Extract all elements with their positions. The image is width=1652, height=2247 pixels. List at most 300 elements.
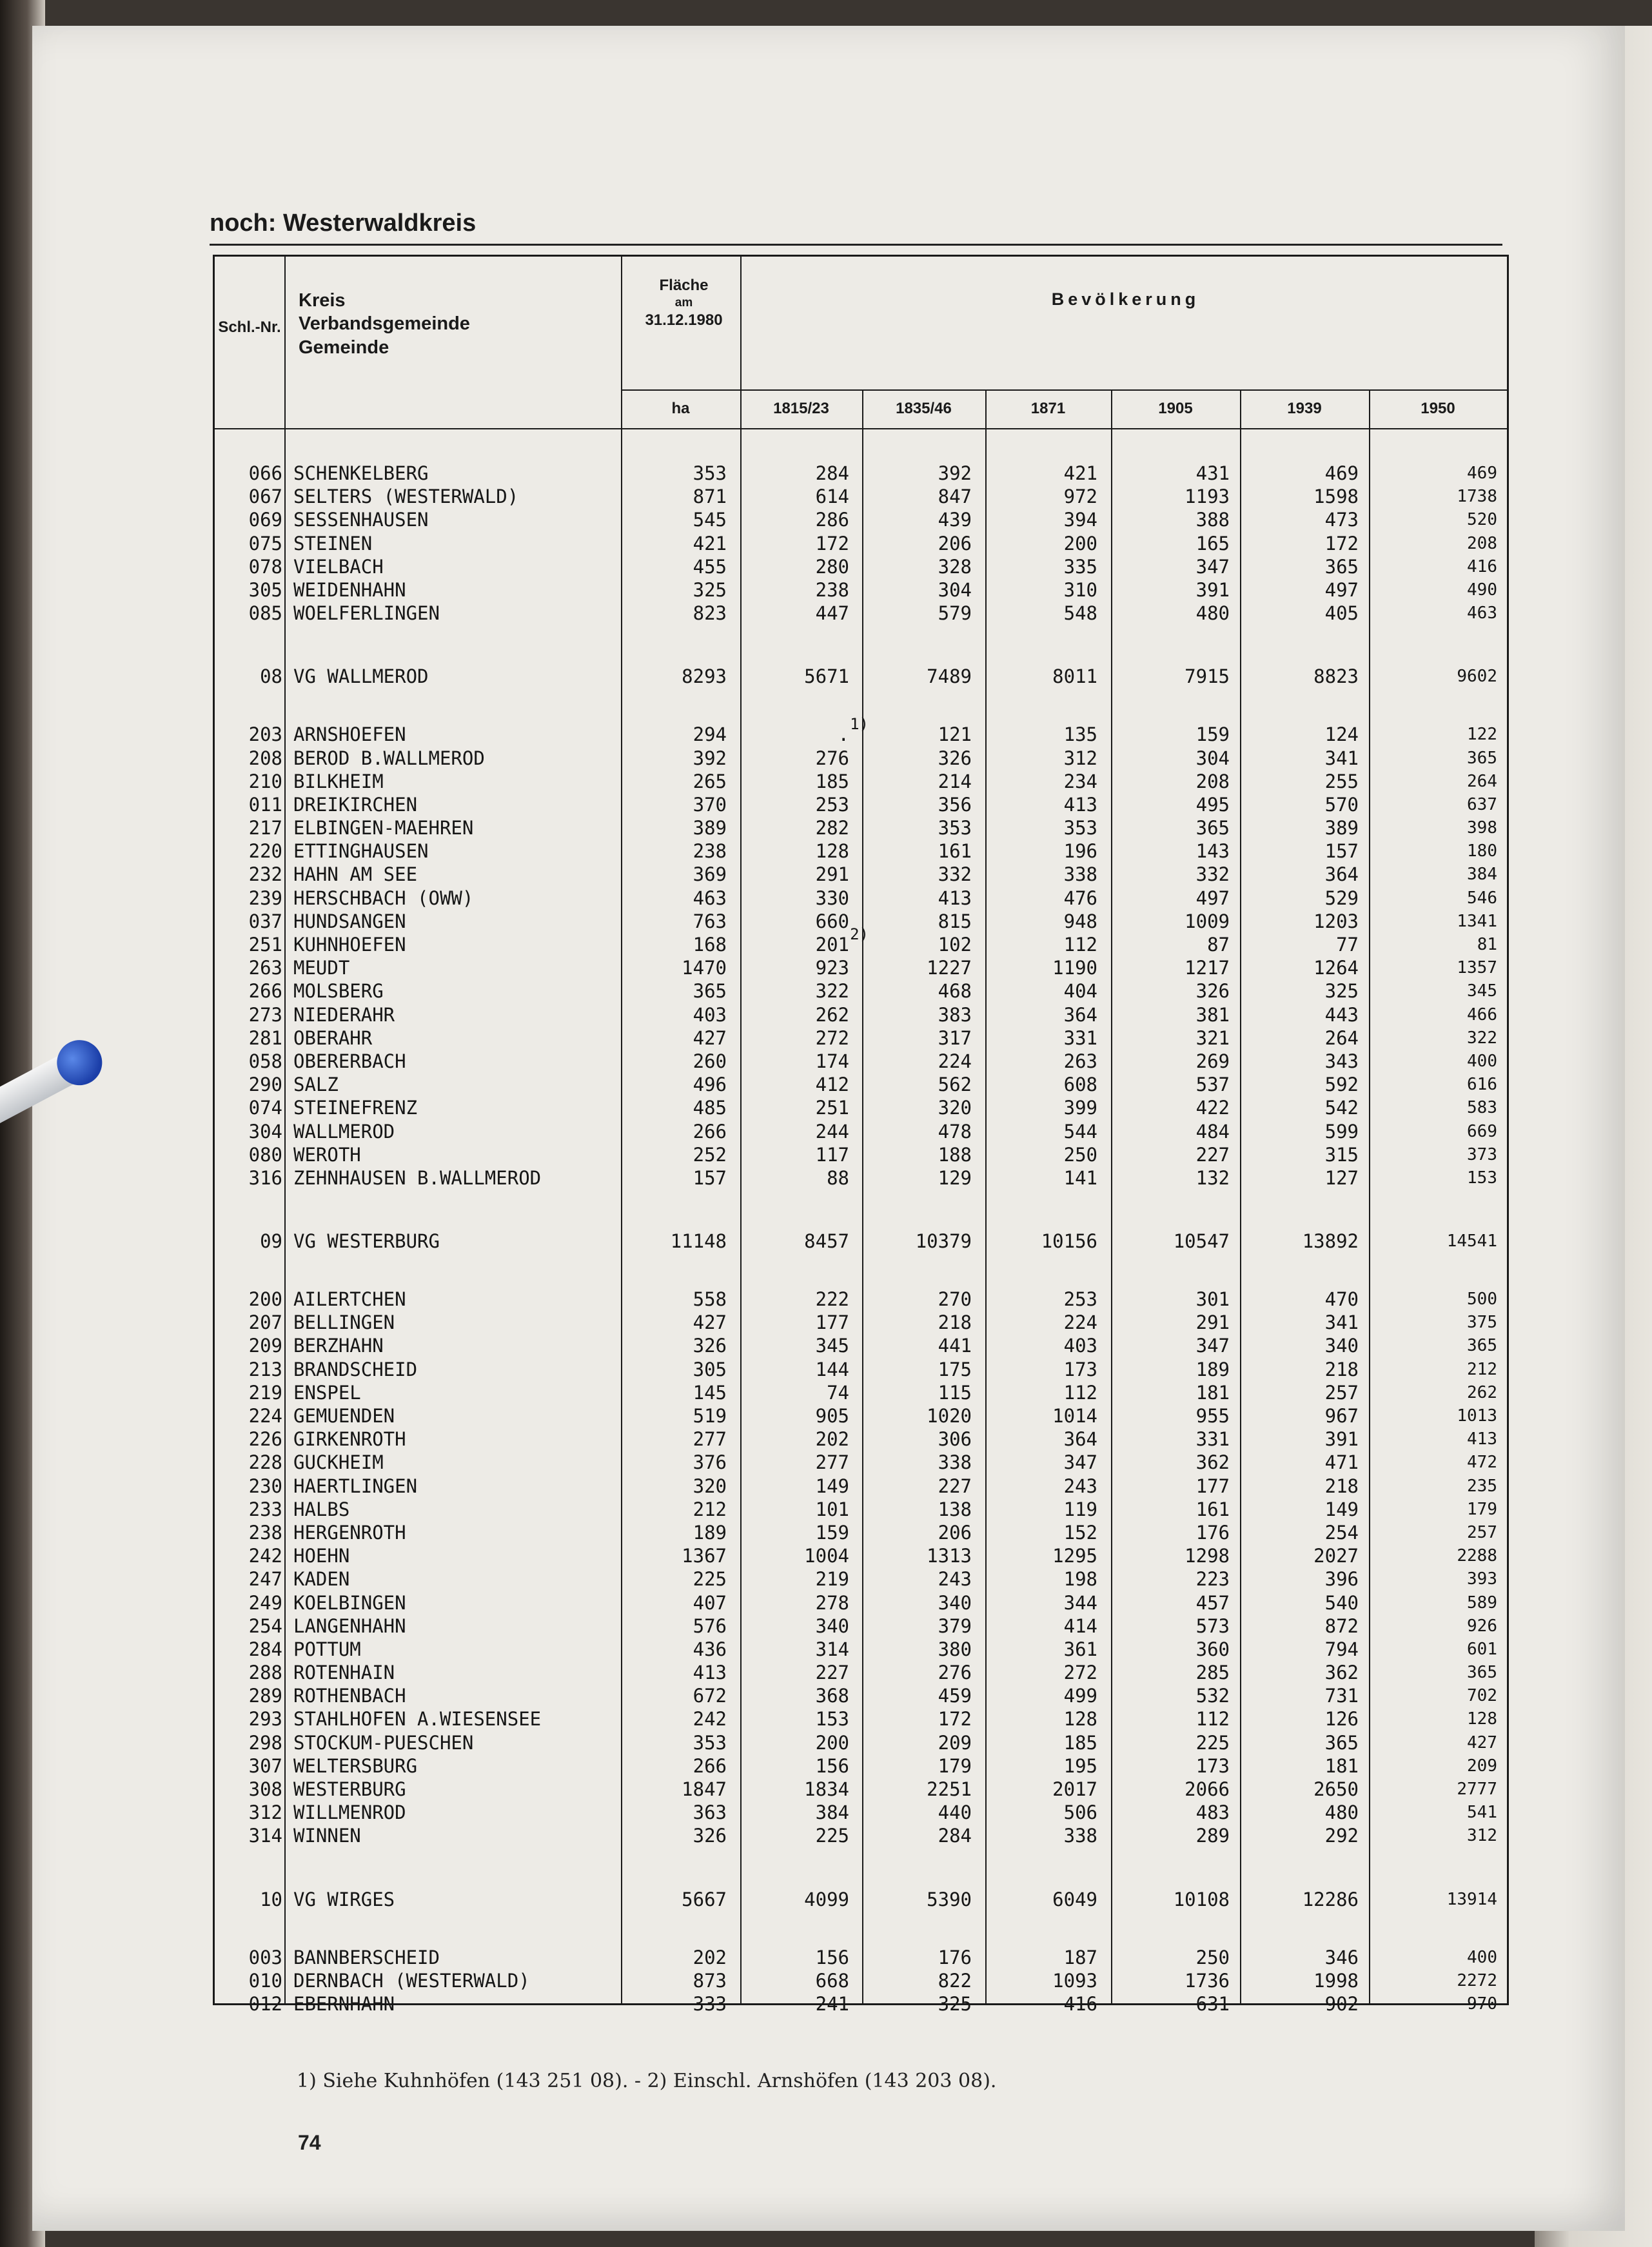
cell-code: 058: [248, 1050, 282, 1072]
cell-population: 10547: [1173, 1230, 1230, 1253]
cell-population: 314: [815, 1638, 849, 1660]
cell-population: 10379: [915, 1230, 972, 1253]
cell-population: 177: [1195, 1475, 1230, 1497]
table-row: [215, 1969, 1507, 1992]
header-bevoelkerung: Bevölkerung: [1051, 289, 1200, 309]
cell-code: 266: [248, 980, 282, 1003]
cell-population: 102: [938, 934, 972, 956]
cell-population: 244: [815, 1120, 849, 1143]
cell-area-ha: 260: [693, 1050, 727, 1072]
table-row: [215, 485, 1507, 508]
cell-population: 218: [938, 1311, 972, 1334]
cell-population: 272: [1063, 1662, 1097, 1684]
cell-population: 1738: [1457, 487, 1497, 507]
cell-population: 165: [1195, 532, 1230, 554]
cell-population: 263: [1063, 1050, 1097, 1072]
cell-area-ha: 576: [693, 1614, 727, 1637]
cell-population: 13892: [1302, 1230, 1359, 1253]
cell-name: GIRKENROTH: [293, 1428, 406, 1451]
cell-population: 181: [1324, 1754, 1359, 1777]
cell-population: 173: [1195, 1754, 1230, 1777]
cell-population: 135: [1063, 723, 1097, 746]
cell-population: 8011: [1052, 665, 1097, 688]
cell-name: STEINEFRENZ: [293, 1097, 418, 1119]
table-row: [215, 1498, 1507, 1521]
table-row: [215, 1992, 1507, 2016]
cell-name: WOELFERLINGEN: [293, 602, 440, 625]
cell-area-ha: 496: [693, 1074, 727, 1096]
cell-population: 322: [1467, 1028, 1497, 1048]
table-row: [215, 839, 1507, 863]
cell-population: 923: [815, 957, 849, 979]
cell-population: 270: [938, 1288, 972, 1311]
cell-population: 364: [1063, 1003, 1097, 1026]
cell-population: 731: [1324, 1685, 1359, 1707]
cell-population: 399: [1063, 1097, 1097, 1119]
cell-population: 81: [1477, 935, 1497, 954]
cell-population: 201: [815, 934, 849, 956]
cell-area-ha: 545: [693, 509, 727, 531]
cell-population: 383: [938, 1003, 972, 1026]
cell-population: 702: [1467, 1686, 1497, 1706]
cell-area-ha: 1367: [682, 1545, 727, 1567]
cell-population: 1020: [927, 1405, 972, 1427]
cell-area-ha: 407: [693, 1591, 727, 1614]
cell-population: 540: [1324, 1591, 1359, 1614]
cell-population: 141: [1063, 1166, 1097, 1189]
cell-population: 361: [1063, 1638, 1097, 1660]
cell-population: 1093: [1052, 1969, 1097, 1992]
cell-population: 206: [938, 532, 972, 554]
cell-code: 251: [248, 934, 282, 956]
cell-population: 227: [938, 1475, 972, 1497]
cell-area-ha: 212: [693, 1498, 727, 1520]
cell-name: HOEHN: [293, 1545, 350, 1567]
cell-population: 175: [938, 1358, 972, 1380]
cell-population: 312: [1467, 1826, 1497, 1846]
cell-population: 225: [1195, 1731, 1230, 1754]
cell-name: BEROD B.WALLMEROD: [293, 747, 485, 769]
cell-population: 5390: [927, 1888, 972, 1910]
header-flaeche-date: 31.12.1980: [645, 311, 723, 329]
table-row: [215, 887, 1507, 910]
cell-population: 542: [1324, 1097, 1359, 1119]
cell-population: 338: [1063, 1825, 1097, 1847]
cell-name: SESSENHAUSEN: [293, 509, 429, 531]
cell-population: 365: [1195, 817, 1230, 839]
cell-population: 127: [1324, 1166, 1359, 1189]
cell-population: 159: [815, 1521, 849, 1544]
cell-population: 264: [1467, 771, 1497, 791]
cell-population: 847: [938, 486, 972, 508]
cell-code: 200: [248, 1288, 282, 1311]
cell-population: 330: [815, 887, 849, 909]
cell-population: 121: [938, 723, 972, 746]
cell-population: 2251: [927, 1778, 972, 1800]
cell-code: 085: [248, 602, 282, 625]
table-row: [215, 1288, 1507, 1311]
cell-population: 478: [938, 1120, 972, 1143]
cell-area-ha: 202: [693, 1946, 727, 1968]
cell-area-ha: 873: [693, 1969, 727, 1992]
cell-population: 172: [815, 532, 849, 554]
table-row: [215, 1778, 1507, 1801]
cell-code: 290: [248, 1074, 282, 1096]
cell-population: 250: [1195, 1946, 1230, 1968]
cell-name: KADEN: [293, 1568, 350, 1591]
table-row: [215, 1026, 1507, 1050]
cell-population: 970: [1467, 1994, 1497, 2014]
cell-population: 180: [1467, 841, 1497, 861]
cell-population: 345: [815, 1335, 849, 1357]
cell-population: 413: [1467, 1429, 1497, 1449]
cell-population: 381: [1195, 1003, 1230, 1026]
cell-population: 1598: [1313, 486, 1359, 508]
cell-population: 306: [938, 1428, 972, 1451]
cell-name: BANNBERSCHEID: [293, 1946, 440, 1968]
cell-population: 365: [1467, 748, 1497, 768]
cell-population: 4099: [804, 1888, 849, 1910]
cell-population: 480: [1324, 1801, 1359, 1824]
cell-code: 308: [248, 1778, 282, 1800]
cell-name: STOCKUM-PUESCHEN: [293, 1731, 474, 1754]
cell-code: 10: [260, 1888, 282, 1910]
cell-population: 174: [815, 1050, 849, 1072]
cell-population: 466: [1467, 1005, 1497, 1025]
cell-area-ha: 823: [693, 602, 727, 625]
cell-population: 365: [1467, 1663, 1497, 1683]
cell-code: 254: [248, 1614, 282, 1637]
cell-population: 241: [815, 1992, 849, 2015]
vg-total-row: [215, 1230, 1507, 1255]
cell-population: 592: [1324, 1074, 1359, 1096]
table-row: [215, 925, 1507, 956]
cell-population: 365: [1467, 1336, 1497, 1356]
cell-population: 413: [938, 887, 972, 909]
cell-area-ha: 225: [693, 1568, 727, 1591]
cell-code: 08: [260, 665, 282, 688]
cell-code: 289: [248, 1685, 282, 1707]
cell-code: 281: [248, 1026, 282, 1049]
cell-area-ha: 305: [693, 1358, 727, 1380]
header-flaeche-label: Fläche: [659, 277, 709, 294]
cell-population: 143: [1195, 840, 1230, 863]
cell-population: 195: [1063, 1754, 1097, 1777]
table-row: [215, 1521, 1507, 1544]
cell-population: 365: [1324, 1731, 1359, 1754]
header-year: 1871: [1030, 400, 1066, 417]
cell-population: 353: [938, 817, 972, 839]
header-unit-ha: ha: [671, 400, 690, 417]
cell-name: VG WIRGES: [293, 1888, 395, 1910]
cell-name: WALLMEROD: [293, 1120, 395, 1143]
cell-population: 250: [1063, 1143, 1097, 1166]
cell-population: 948: [1063, 910, 1097, 932]
header-flaeche-am: am: [674, 296, 693, 309]
cell-population: 157: [1324, 840, 1359, 863]
cell-population: 637: [1467, 794, 1497, 814]
cell-area-ha: 266: [693, 1754, 727, 1777]
cell-area-ha: 463: [693, 887, 727, 909]
page-heading: noch: Westerwaldkreis: [210, 210, 477, 237]
cell-population: 398: [1467, 818, 1497, 838]
cell-population: 257: [1467, 1522, 1497, 1542]
cell-name: ETTINGHAUSEN: [293, 840, 429, 863]
cell-population: 356: [938, 793, 972, 816]
cell-population: 562: [938, 1074, 972, 1096]
cell-code: 239: [248, 887, 282, 909]
cell-population: 520: [1467, 510, 1497, 530]
table-row: [215, 1334, 1507, 1357]
cell-population: 368: [815, 1685, 849, 1707]
cell-population: 340: [815, 1614, 849, 1637]
cell-population: 955: [1195, 1405, 1230, 1427]
heading-rule: [210, 244, 1502, 246]
cell-population: 202: [815, 1428, 849, 1451]
cell-population: 443: [1324, 1003, 1359, 1026]
cell-population: 1004: [804, 1545, 849, 1567]
cell-population: 153: [815, 1708, 849, 1731]
cell-population: 331: [1063, 1026, 1097, 1049]
cell-code: 228: [248, 1451, 282, 1474]
book-page: [32, 26, 1625, 2231]
header-year: 1815/23: [773, 400, 829, 417]
cell-population: 631: [1195, 1992, 1230, 2015]
cell-code: 066: [248, 462, 282, 484]
cell-area-ha: 427: [693, 1026, 727, 1049]
cell-population: 128: [1467, 1709, 1497, 1729]
cell-code: 314: [248, 1825, 282, 1847]
cell-population: 225: [815, 1825, 849, 1847]
cell-area-ha: 1470: [682, 957, 727, 979]
cell-population: 2272: [1457, 1970, 1497, 1990]
cell-population: 340: [938, 1591, 972, 1614]
cell-population: 396: [1324, 1568, 1359, 1591]
cell-population: 1193: [1185, 486, 1230, 508]
cell-area-ha: 369: [693, 863, 727, 886]
cell-code: 208: [248, 747, 282, 769]
cell-name: WELTERSBURG: [293, 1754, 418, 1777]
page-number: 74: [298, 2131, 321, 2154]
cell-population: 416: [1063, 1992, 1097, 2015]
cell-population: 6049: [1052, 1888, 1097, 1910]
cell-area-ha: 266: [693, 1120, 727, 1143]
cell-population: 422: [1195, 1097, 1230, 1119]
cell-population: 1298: [1185, 1545, 1230, 1567]
cell-name: MOLSBERG: [293, 980, 384, 1003]
cell-population: 187: [1063, 1946, 1097, 1968]
cell-name: VG WESTERBURG: [293, 1230, 440, 1253]
cell-population: 614: [815, 486, 849, 508]
cell-population: 669: [1467, 1121, 1497, 1141]
table-row: [215, 1707, 1507, 1731]
cell-population: 384: [815, 1801, 849, 1824]
cell-population: 13914: [1446, 1889, 1497, 1909]
cell-area-ha: 413: [693, 1662, 727, 1684]
cell-population: 1014: [1052, 1405, 1097, 1427]
cell-code: 312: [248, 1801, 282, 1824]
cell-name: WILLMENROD: [293, 1801, 406, 1824]
cell-population: 254: [1324, 1521, 1359, 1544]
table-row: [215, 1591, 1507, 1614]
cell-population: 325: [938, 1992, 972, 2015]
cell-population: 548: [1063, 602, 1097, 625]
cell-population: 251: [815, 1097, 849, 1119]
cell-population: 469: [1324, 462, 1359, 484]
cell-code: 213: [248, 1358, 282, 1380]
cell-population: 198: [1063, 1568, 1097, 1591]
cell-population: 447: [815, 602, 849, 625]
cell-population: 185: [815, 770, 849, 792]
cell-area-ha: 485: [693, 1097, 727, 1119]
cell-population: 269: [1195, 1050, 1230, 1072]
cell-population: 926: [1467, 1616, 1497, 1636]
cell-area-ha: 370: [693, 793, 727, 816]
cell-population: 392: [938, 462, 972, 484]
cell-name: VG WALLMEROD: [293, 665, 429, 688]
header-year: 1950: [1421, 400, 1455, 417]
cell-population: 321: [1195, 1026, 1230, 1049]
cell-population: 546: [1467, 888, 1497, 908]
cell-code: 09: [260, 1230, 282, 1253]
cell-code: 293: [248, 1708, 282, 1731]
cell-population: 112: [1063, 1381, 1097, 1404]
table-row: [215, 1428, 1507, 1451]
cell-area-ha: 763: [693, 910, 727, 932]
cell-population: 439: [938, 509, 972, 531]
cell-code: 075: [248, 532, 282, 554]
cell-name: EBERNHAHN: [293, 1992, 395, 2015]
cell-population: 403: [1063, 1335, 1097, 1357]
table-row: [215, 1614, 1507, 1638]
cell-population: 224: [1063, 1311, 1097, 1334]
cell-population: 310: [1063, 578, 1097, 601]
cell-area-ha: 265: [693, 770, 727, 792]
cell-population: 404: [1063, 980, 1097, 1003]
cell-population: 343: [1324, 1050, 1359, 1072]
cell-population: 1013: [1457, 1406, 1497, 1426]
cell-population: .: [838, 723, 849, 746]
cell-population: 262: [815, 1003, 849, 1026]
cell-area-ha: 376: [693, 1451, 727, 1474]
table-row: [215, 1731, 1507, 1754]
cell-name: OBERAHR: [293, 1026, 373, 1049]
cell-population: 243: [1063, 1475, 1097, 1497]
cell-name: OBERERBACH: [293, 1050, 406, 1072]
cell-population: 331: [1195, 1428, 1230, 1451]
cell-population: 344: [1063, 1591, 1097, 1614]
cell-population: 589: [1467, 1593, 1497, 1613]
header-name-line: Gemeinde: [299, 337, 389, 358]
table-row: [215, 1143, 1507, 1166]
cell-area-ha: 389: [693, 817, 727, 839]
cell-name: ROTENHAIN: [293, 1662, 395, 1684]
table-row: [215, 1754, 1507, 1778]
cell-code: 242: [248, 1545, 282, 1567]
cell-name: HERSCHBACH (OWW): [293, 887, 474, 909]
cell-population: 219: [815, 1568, 849, 1591]
table-body: [215, 429, 1507, 2016]
cell-population: 224: [938, 1050, 972, 1072]
cell-area-ha: 353: [693, 462, 727, 484]
cell-area-ha: 455: [693, 555, 727, 578]
cell-population: 2288: [1457, 1546, 1497, 1566]
cell-population: 172: [1324, 532, 1359, 554]
footnote-marker: 1): [850, 715, 869, 734]
cell-population: 255: [1324, 770, 1359, 792]
cell-population: 112: [1063, 934, 1097, 956]
cell-population: 1341: [1457, 911, 1497, 931]
cell-area-ha: 558: [693, 1288, 727, 1311]
cell-population: 10156: [1041, 1230, 1097, 1253]
cell-population: 285: [1195, 1662, 1230, 1684]
cell-population: 400: [1467, 1947, 1497, 1967]
cell-area-ha: 871: [693, 486, 727, 508]
cell-population: 457: [1195, 1591, 1230, 1614]
cell-population: 537: [1195, 1074, 1230, 1096]
table-row: [215, 1358, 1507, 1381]
cell-name: POTTUM: [293, 1638, 361, 1660]
cell-population: 391: [1324, 1428, 1359, 1451]
cell-population: 416: [1467, 556, 1497, 576]
table-row: [215, 747, 1507, 770]
cell-population: 200: [1063, 532, 1097, 554]
cell-population: 472: [1467, 1453, 1497, 1473]
cell-population: 347: [1195, 555, 1230, 578]
cell-area-ha: 11148: [670, 1230, 727, 1253]
cell-population: 326: [1195, 980, 1230, 1003]
cell-population: 902: [1324, 1992, 1359, 2015]
cell-population: 189: [1195, 1358, 1230, 1380]
cell-population: 1264: [1313, 957, 1359, 979]
cell-population: 325: [1324, 980, 1359, 1003]
cell-population: 364: [1063, 1428, 1097, 1451]
cell-population: 332: [1195, 863, 1230, 886]
cell-name: HALBS: [293, 1498, 350, 1520]
cell-population: 1834: [804, 1778, 849, 1800]
cell-name: ROTHENBACH: [293, 1685, 406, 1707]
cell-name: LANGENHAHN: [293, 1614, 406, 1637]
cell-population: 427: [1467, 1732, 1497, 1752]
cell-population: 529: [1324, 887, 1359, 909]
table-row: [215, 770, 1507, 793]
cell-name: AILERTCHEN: [293, 1288, 406, 1311]
cell-population: 570: [1324, 793, 1359, 816]
cell-code: 217: [248, 817, 282, 839]
cell-name: DREIKIRCHEN: [293, 793, 418, 816]
header-name-line: Kreis: [299, 290, 346, 311]
cell-population: 413: [1063, 793, 1097, 816]
cell-population: 972: [1063, 486, 1097, 508]
cell-population: 209: [938, 1731, 972, 1754]
cell-area-ha: 320: [693, 1475, 727, 1497]
cell-population: 967: [1324, 1405, 1359, 1427]
cell-population: 393: [1467, 1569, 1497, 1589]
cell-population: 119: [1063, 1498, 1097, 1520]
cell-population: 277: [815, 1451, 849, 1474]
table-group: [215, 429, 1507, 625]
cell-population: 1227: [927, 957, 972, 979]
cell-name: SALZ: [293, 1074, 339, 1096]
cell-name: GEMUENDEN: [293, 1405, 395, 1427]
cell-population: 872: [1324, 1614, 1359, 1637]
cell-population: 149: [1324, 1498, 1359, 1520]
cell-population: 88: [827, 1166, 849, 1189]
cell-population: 124: [1324, 723, 1359, 746]
table-row: [215, 1801, 1507, 1824]
cell-population: 905: [815, 1405, 849, 1427]
cell-code: 074: [248, 1097, 282, 1119]
